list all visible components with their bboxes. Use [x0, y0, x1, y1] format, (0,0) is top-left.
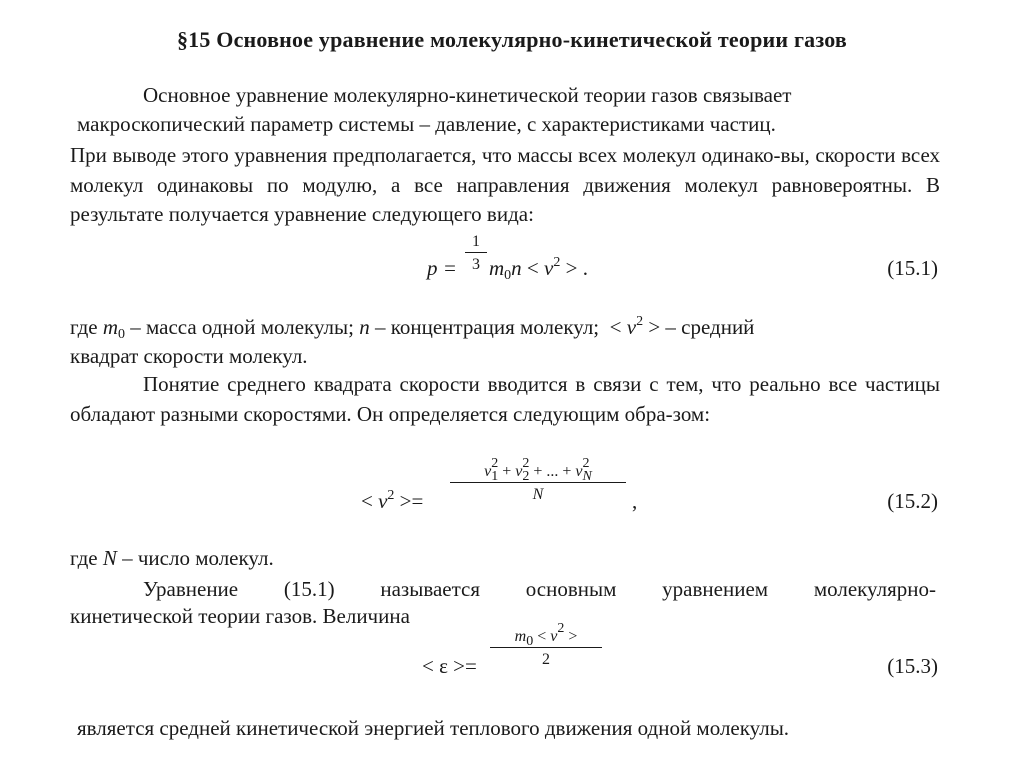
where1-prefix: где [70, 315, 98, 339]
section-title: §15 Основное уравнение молекулярно-кинетической теории газов [176, 27, 848, 52]
eq3-v: v [550, 628, 558, 645]
eq3-denominator: 2 [542, 651, 550, 668]
where1-line-1 [70, 315, 754, 340]
eq2-denominator: N [532, 486, 544, 503]
eq1-numerator: 1 [465, 233, 487, 253]
eq1-rhs [489, 256, 588, 281]
eq2-v2: v [515, 463, 523, 480]
eq2-plus: + [502, 463, 512, 480]
where1-m: m [102, 315, 118, 339]
where1-gt: > [648, 315, 661, 339]
where1-line-2: квадрат скорости молекул. [70, 344, 308, 368]
eq1-m: m [489, 256, 505, 280]
eq2-lhs [361, 489, 423, 514]
where1-n: n [359, 315, 370, 339]
where1-text3: – средний [665, 315, 755, 339]
eq1-lhs: p = [427, 256, 457, 280]
eq1-number: (15.1) [887, 256, 938, 280]
where2-prefix: где [70, 546, 98, 570]
eq2-v: v [378, 489, 388, 513]
where1-sup2: 2 [636, 314, 644, 329]
eq3-sub0: 0 [526, 634, 534, 649]
eq2-sub2: 2 [522, 469, 530, 484]
eq1-period: . [582, 256, 588, 280]
intro-line-2: макроскопический параметр системы – давление, с характеристиками частиц. [77, 112, 776, 136]
eq2-fraction [450, 456, 626, 504]
eq3-m: m [514, 628, 527, 645]
intro-line-1: Основное уравнение молекулярно-кинетической теории газов связывает [143, 83, 792, 107]
eq3-fraction [490, 621, 602, 669]
eq2-sqN: 2 [582, 456, 590, 471]
para3-line1: Уравнение (15.1) называется основным уравнением молекулярно- [143, 577, 936, 601]
where1-text1: – масса одной молекулы; [130, 315, 354, 339]
paragraph-3-line-2: кинетической теории газов. Величина [70, 604, 410, 628]
eq2-subN: N [582, 469, 592, 484]
eq1-gt: > [565, 256, 578, 280]
eq1-fraction [465, 233, 487, 274]
eq2-lt: < [361, 489, 373, 513]
eq1-v: v [544, 256, 554, 280]
where2-N: N [102, 546, 117, 570]
final-line: является средней кинетической энергией теплового движения одной молекулы. [77, 716, 790, 740]
eq3-lt: < [537, 628, 547, 645]
eq1-sub0: 0 [504, 268, 512, 283]
where1-text2: – концентрация молекул; [374, 315, 600, 339]
where2-line [70, 546, 274, 571]
eq1-sup2: 2 [553, 255, 561, 270]
where1-sub0: 0 [118, 327, 125, 342]
where1-lt: < [609, 315, 622, 339]
eq2-dots: + ... + [533, 463, 572, 480]
eq2-sq2: 2 [522, 456, 530, 471]
eq1-denominator: 3 [472, 256, 480, 273]
eq2-sq1: 2 [491, 456, 499, 471]
eq2-numerator [450, 456, 626, 484]
eq2-sub1: 1 [491, 469, 499, 484]
eq1-n: n [511, 256, 522, 280]
eq2-v1: v [484, 463, 492, 480]
where1-v: v [626, 315, 637, 339]
eq3-lhs: < ε >= [422, 654, 477, 678]
eq3-numerator [490, 621, 602, 649]
eq2-sup2: 2 [387, 488, 395, 503]
eq3-gt: > [568, 628, 578, 645]
paragraph-2: Понятие среднего квадрата скорости вводится в связи с тем, что реально все частицы обладают разными скоростями. Он определяется следующим обра-зом: [70, 372, 940, 426]
eq3-number: (15.3) [887, 654, 938, 678]
eq2-vN: v [575, 463, 583, 480]
intro-rest: При выводе этого уравнения предполагается, что массы всех молекул одинако-вы, скорости всех молекул одинаковы по модулю, а все направления движения молекул равновероятны. В результате получается уравнение следующего вида: [70, 143, 940, 226]
eq2-number: (15.2) [887, 489, 938, 513]
eq1-lt: < [526, 256, 539, 280]
eq2-comma: , [632, 489, 638, 513]
where2-text: – число молекул. [122, 546, 274, 570]
eq3-sup2: 2 [557, 621, 565, 636]
eq2-gt: >= [399, 489, 424, 513]
paragraph-3-line-1 [70, 575, 936, 605]
